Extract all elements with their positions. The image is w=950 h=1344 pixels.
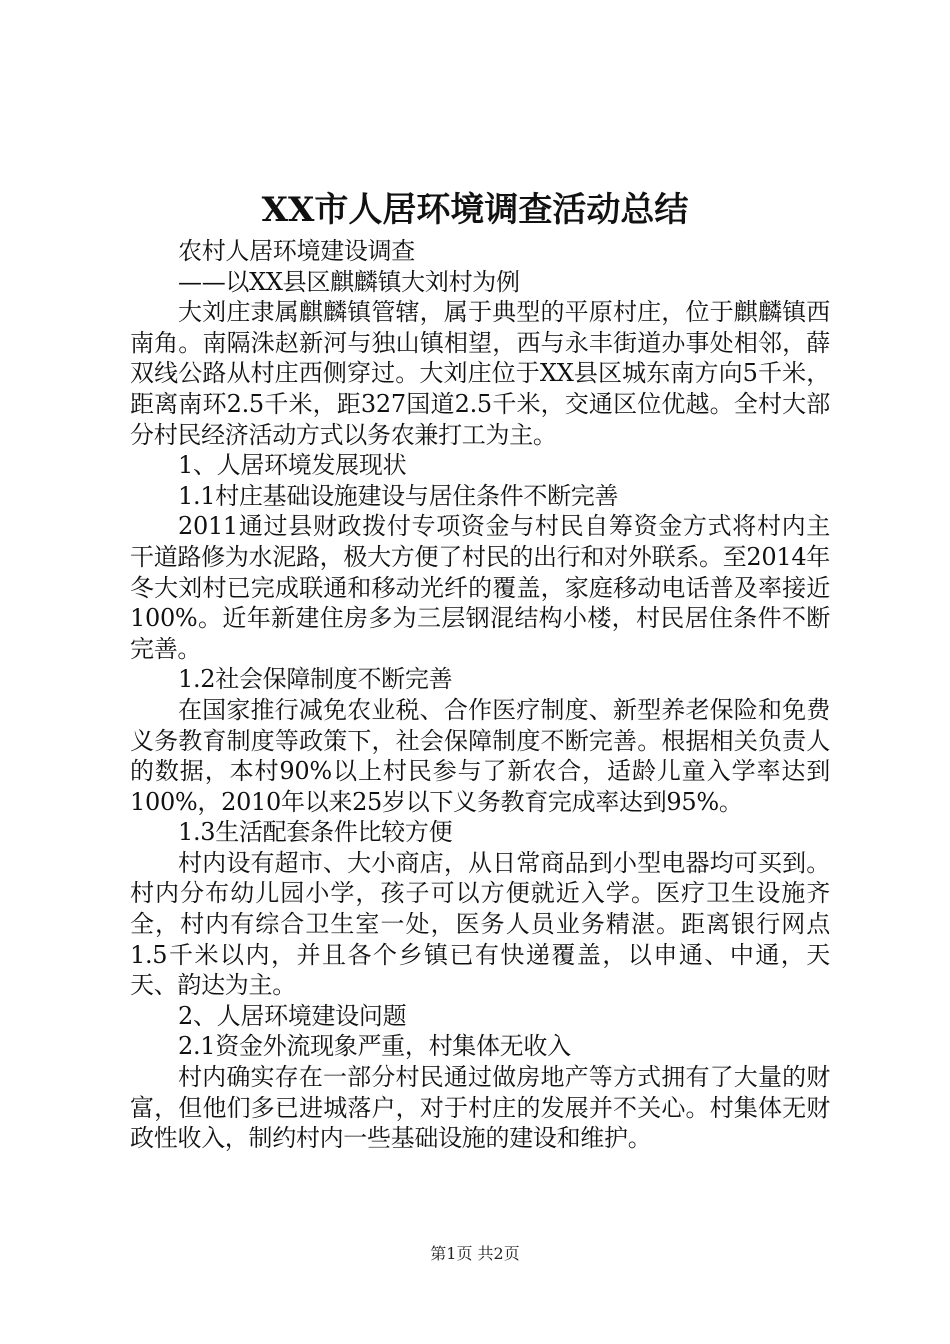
section-heading: 1、人居环境发展现状 — [178, 451, 407, 480]
subtitle-case: ——以XX县区麒麟镇大刘村为例 — [178, 267, 520, 296]
subtitle: 农村人居环境建设调查 — [178, 237, 415, 265]
page-footer: 第1页 共2页 — [430, 1244, 520, 1263]
subsection-heading: 1.1村庄基础设施建设与居住条件不断完善 — [178, 481, 619, 510]
document-title: XX市人居环境调查活动总结 — [261, 190, 689, 230]
document-body — [130, 236, 830, 1154]
subsection-heading: 2.1资金外流现象严重，村集体无收入 — [178, 1032, 571, 1061]
subsection-heading: 1.2社会保障制度不断完善 — [178, 665, 453, 694]
paragraph: 村内确实存在一部分村民通过做房地产等方式拥有了大量的财富，但他们多已进城落户，对于村庄的发展并不关心。村集体无财政性收入，制约村内一些基础设施的建设和维护。 — [130, 1063, 830, 1153]
subsection-heading: 1.3生活配套条件比较方便 — [178, 818, 453, 847]
paragraph: 村内设有超市、大小商店，从日常商品到小型电器均可买到。村内分布幼儿园小学，孩子可以方便就近入学。医疗卫生设施齐全，村内有综合卫生室一处，医务人员业务精湛。距离银行网点1.5千米以内，并且各个乡镇已有快递覆盖，以申通、中通，天天、韵达为主。 — [130, 848, 830, 1000]
section-heading: 2、人居环境建设问题 — [178, 1001, 407, 1030]
paragraph-intro: 大刘庄隶属麒麟镇管辖，属于典型的平原村庄，位于麒麟镇西南角。南隔洙赵新河与独山镇相望，西与永丰街道办事处相邻，薛双线公路从村庄西侧穿过。大刘庄位于XX县区城东南方向5千米，距离南环2.5千米，距327国道2.5千米，交通区位优越。全村大部分村民经济活动方式以务农兼打工为主。 — [130, 298, 830, 449]
paragraph: 在国家推行减免农业税、合作医疗制度、新型养老保险和免费义务教育制度等政策下，社会保障制度不断完善。根据相关负责人的数据，本村90%以上村民参与了新农合，适龄儿童入学率达到100%，2010年以来25岁以下义务教育完成率达到95%。 — [130, 695, 830, 816]
paragraph: 2011通过县财政拨付专项资金与村民自筹资金方式将村内主干道路修为水泥路，极大方便了村民的出行和对外联系。至2014年冬大刘村已完成联通和移动光纤的覆盖，家庭移动电话普及率接近100%。近年新建住房多为三层钢混结构小楼，村民居住条件不断完善。 — [130, 512, 830, 663]
